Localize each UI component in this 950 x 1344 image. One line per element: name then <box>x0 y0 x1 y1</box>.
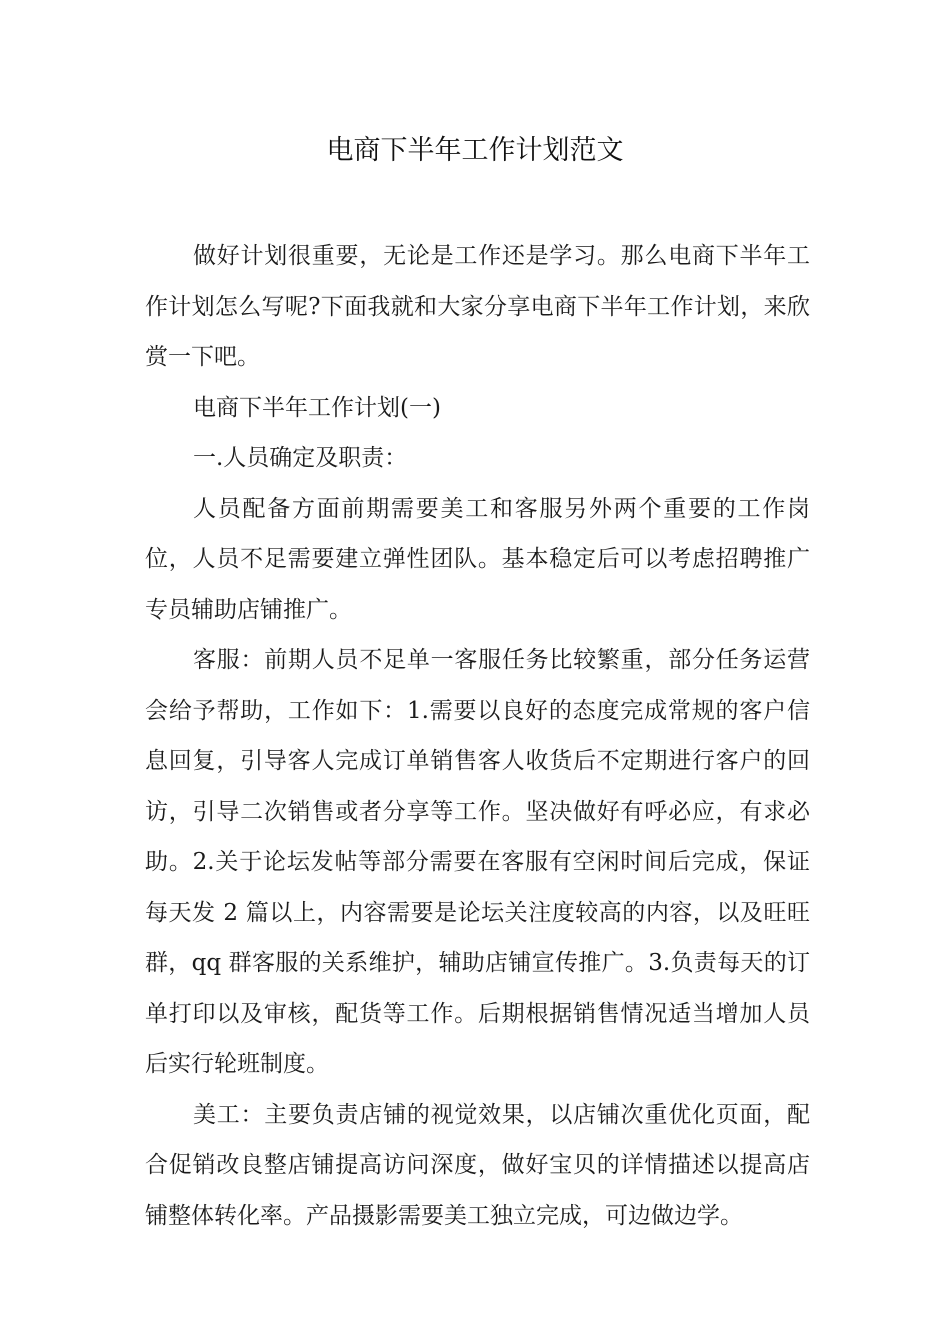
subsection-heading: 一.人员确定及职责： <box>193 445 408 471</box>
staffing-paragraph: 人员配备方面前期需要美工和客服另外两个重要的工作岗位，人员不足需要建立弹性团队。基本稳定后可以考虑招聘推广专员辅助店铺推广。 <box>145 495 810 623</box>
customer-service-paragraph: 客服：前期人员不足单一客服任务比较繁重，部分任务运营会给予帮助，工作如下：1.需要以良好的态度完成常规的客户信息回复，引导客人完成订单销售客人收货后不定期进行客户的回访，引导二次销售或者分享等工作。坚决做好有呼必应，有求必助。2.关于论坛发帖等部分需要在客服有空闲时间后完成，保证每天发 2 篇以上，内容需要是论坛关注度较高的内容，以及旺旺群，qq 群客服的关系维护，辅助店铺宣传推广。3.负责每天的订单打印以及审核，配货等工作。后期根据销售情况适当增加人员后实行轮班制度。 <box>145 647 810 1077</box>
intro-paragraph: 做好计划很重要，无论是工作还是学习。那么电商下半年工作计划怎么写呢?下面我就和大家分享电商下半年工作计划，来欣赏一下吧。 <box>145 243 810 370</box>
document-title: 电商下半年工作计划范文 <box>326 135 624 166</box>
section-heading: 电商下半年工作计划(一) <box>193 394 441 421</box>
designer-paragraph: 美工：主要负责店铺的视觉效果，以店铺次重优化页面，配合促销改良整店铺提高访问深度，做好宝贝的详情描述以提高店铺整体转化率。产品摄影需要美工独立完成，可边做边学。 <box>145 1101 810 1229</box>
document-body <box>145 231 810 1241</box>
